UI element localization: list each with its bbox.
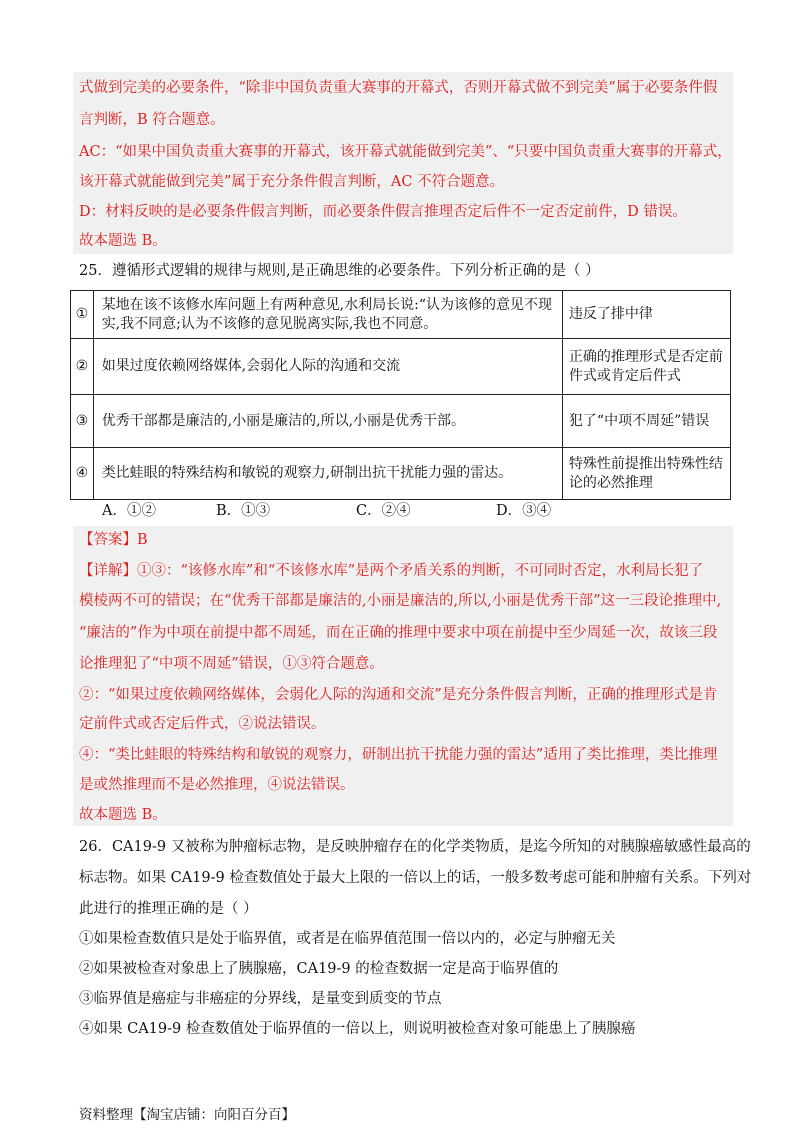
option-b: B．①③: [216, 503, 271, 519]
row-verdict: 特殊性前提推出特殊性结论的必然推理: [562, 448, 730, 500]
row-verdict: 犯了“中项不周延”错误: [562, 395, 730, 448]
table-row: [71, 339, 731, 395]
detail-line: 【详解】①③：“该修水库”和“不该修水库”是两个矛盾关系的判断，不可同时否定，水利局长犯了: [79, 563, 704, 579]
statement-item: ④如果 CA19-9 检查数值处于临界值的一倍以上，则说明被检查对象可能患上了胰腺癌: [79, 1021, 636, 1037]
table-row: [71, 448, 731, 500]
analysis-line: AC：“如果中国负责重大赛事的开幕式，该开幕式就能做到完美”、“只要中国负责重大赛事的开幕式，: [79, 144, 732, 160]
detail-line: 论推理犯了“中项不周延”错误，①③符合题意。: [79, 656, 384, 672]
detail-line: 定前件式或否定后件式，②说法错误。: [79, 716, 326, 732]
option-d: D．③④: [496, 503, 552, 519]
row-number: ④: [71, 448, 94, 500]
detail-line: ②：“如果过度依赖网络媒体，会弱化人际的沟通和交流”是充分条件假言判断，正确的推理形式是肯: [79, 687, 718, 703]
analysis-line: 言判断，B 符合题意。: [79, 112, 225, 128]
q25-table: [70, 290, 731, 500]
analysis-line: 该开幕式就能做到完美”属于充分条件假言判断，AC 不符合题意。: [79, 174, 505, 190]
row-verdict: 正确的推理形式是否定前件式或肯定后件式: [562, 339, 730, 395]
option-c: C．②④: [356, 503, 411, 519]
row-number: ②: [71, 339, 94, 395]
statement-item: ③临界值是癌症与非癌症的分界线，是量变到质变的节点: [79, 991, 442, 1007]
detail-line: “廉洁的”作为中项在前提中都不周延，而在正确的推理中要求中项在前提中至少周延一次，故该三段: [79, 625, 718, 641]
row-text: 优秀干部都是廉洁的,小丽是廉洁的,所以,小丽是优秀干部。: [93, 395, 562, 448]
detail-line: 是或然推理而不是必然推理，④说法错误。: [79, 777, 355, 793]
option-a: A．①②: [102, 503, 156, 519]
row-text: 如果过度依赖网络媒体,会弱化人际的沟通和交流: [93, 339, 562, 395]
question-stem-q26: 标志物。如果 CA19-9 检查数值处于最大上限的一倍以上的话，一般多数考虑可能和肿瘤有关系。下列对: [79, 870, 752, 886]
answer-line: 【答案】B: [79, 532, 148, 548]
analysis-line: 式做到完美的必要条件，“除非中国负责重大赛事的开幕式，否则开幕式做不到完美”属于必要条件假: [79, 80, 718, 96]
table-row: [71, 291, 731, 339]
row-number: ①: [71, 291, 94, 339]
detail-line: 模棱两不可的错误；在“优秀干部都是廉洁的,小丽是廉洁的,所以,小丽是优秀干部”这一三段论推理中,: [79, 593, 722, 609]
analysis-line: D：材料反映的是必要条件假言判断，而必要条件假言推理否定后件不一定否定前件，D 错误。: [79, 204, 687, 220]
statement-item: ①如果检查数值只是处于临界值，或者是在临界值范围一倍以内的，必定与肿瘤无关: [79, 931, 616, 947]
question-stem-q25: 25．遵循形式逻辑的规律与规则,是正确思维的必要条件。下列分析正确的是（ ）: [79, 263, 600, 279]
analysis-line: 故本题选 B。: [79, 233, 167, 249]
analysis-box-q24: [73, 72, 733, 254]
statement-item: ②如果被检查对象患上了胰腺癌，CA19-9 的检查数据一定是高于临界值的: [79, 961, 559, 977]
row-number: ③: [71, 395, 94, 448]
row-verdict: 违反了排中律: [562, 291, 730, 339]
detail-line: 故本题选 B。: [79, 807, 167, 823]
question-stem-q26: 26．CA19-9 又被称为肿瘤标志物，是反映肿瘤存在的化学类物质，是迄今所知的对胰腺癌敏感性最高的: [79, 839, 751, 855]
page-footer: 资料整理【淘宝店铺：向阳百分百】: [79, 1107, 295, 1123]
row-text: 类比蛙眼的特殊结构和敏锐的观察力,研制出抗干扰能力强的雷达。: [93, 448, 562, 500]
table-row: [71, 395, 731, 448]
question-stem-q26: 此进行的推理正确的是（ ）: [79, 901, 258, 917]
detail-line: ④：“类比蛙眼的特殊结构和敏锐的观察力，研制出抗干扰能力强的雷达”适用了类比推理，类比推理: [79, 747, 718, 763]
row-text: 某地在该不该修水库问题上有两种意见,水利局长说:“认为该修的意见不现实,我不同意;认为不该修的意见脱离实际,我也不同意。: [93, 291, 562, 339]
